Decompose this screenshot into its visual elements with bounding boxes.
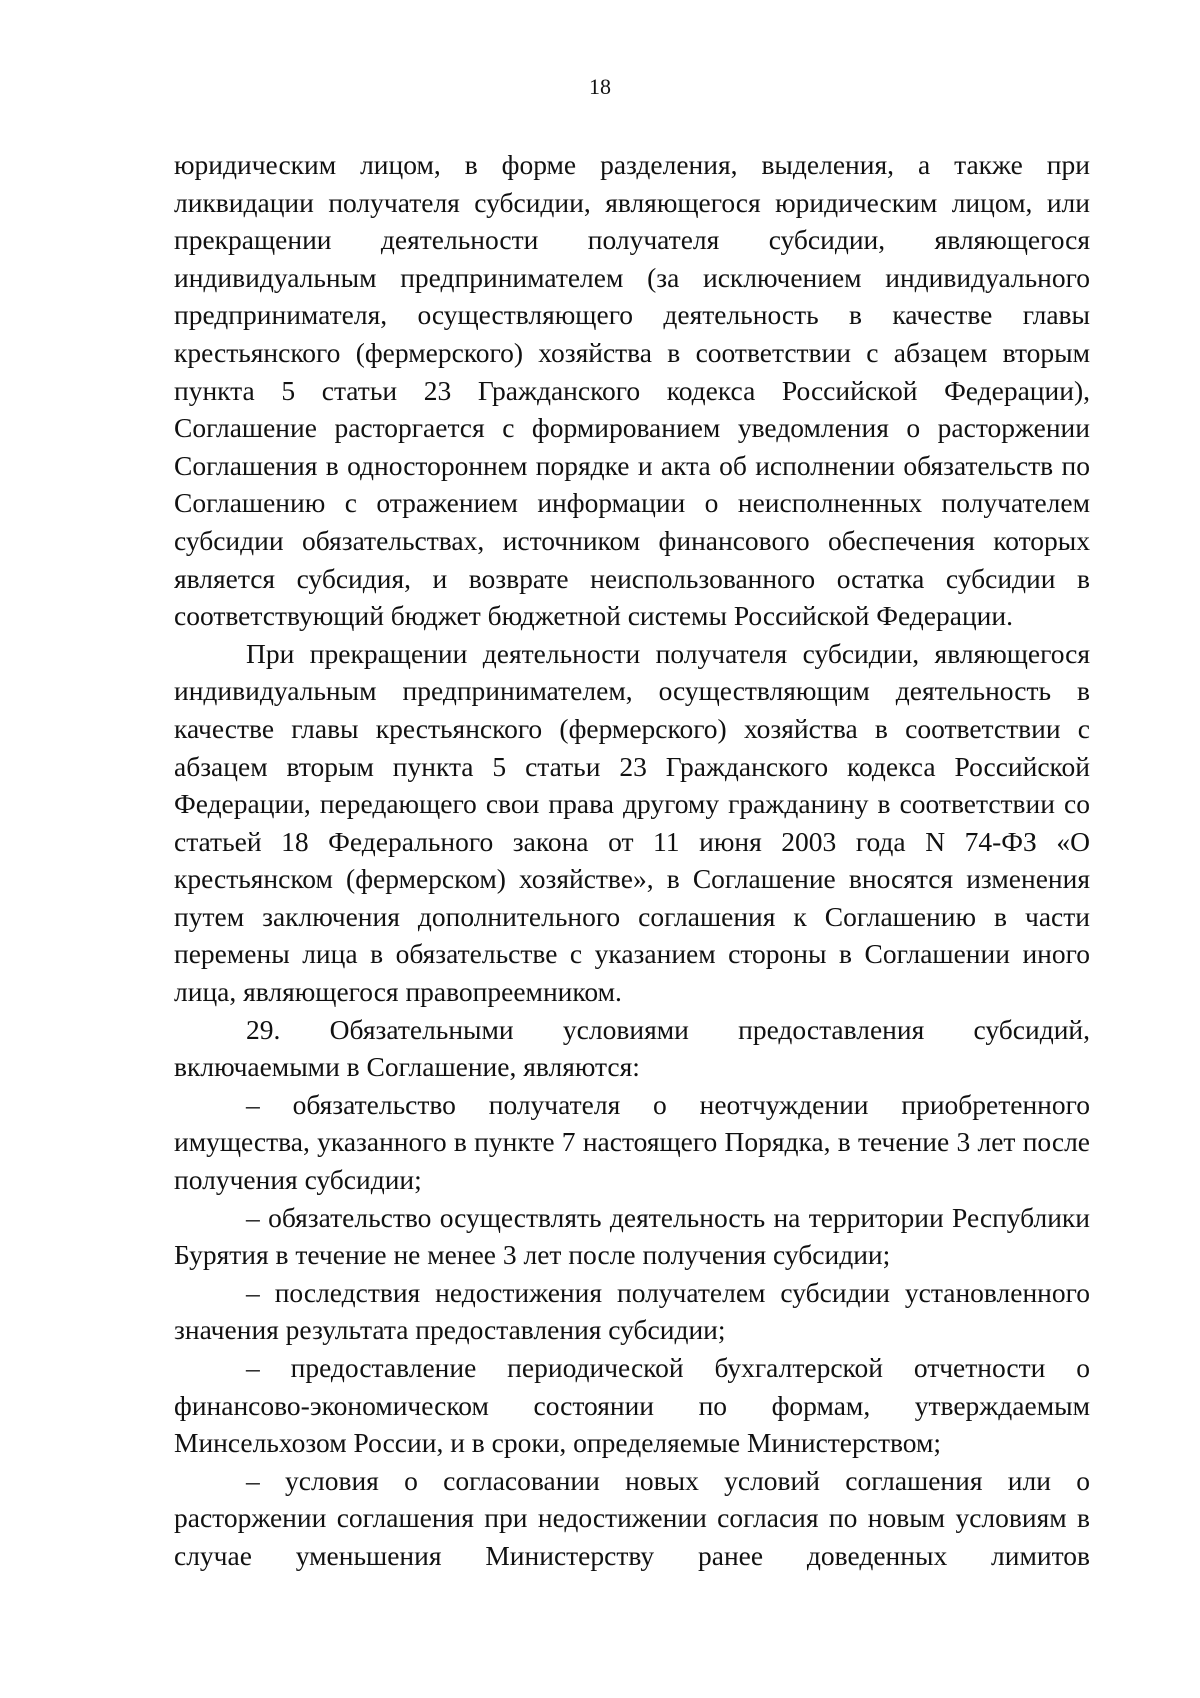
page-number: 18 <box>589 74 611 99</box>
paragraph-cessation: При прекращении деятельности получателя субсидии, являющегося индивидуальным предпринимателем, осуществляющим деятельность в качестве главы крестьянского (фермерского) хозяйства в соответствии с абзацем вторым пункта 5 статьи 23 Гражданского кодекса Российской Федерации, передающего свои права другому гражданину в соответствии со статьей 18 Федерального закона от 11 июня 2003 года N 74-ФЗ «О крестьянском (фермерском) хозяйстве», в Соглашение вносятся изменения путем заключения дополнительного соглашения к Соглашению в части перемены лица в обязательстве с указанием стороны в Соглашении иного лица, являющегося правопреемником. <box>174 637 1090 1008</box>
list-item-consequences: – последствия недостижения получателем субсидии установленного значения результата предоставления субсидии; <box>174 1276 1090 1346</box>
paragraph-continued: юридическим лицом, в форме разделения, выделения, а также при ликвидации получателя субсидии, являющегося юридическим лицом, или прекращении деятельности получателя субсидии, являющегося индивидуальным предпринимателем (за исключением индивидуального предпринимателя, осуществляющего деятельность в качестве главы крестьянского (фермерского) хозяйства в соответствии с абзацем вторым пункта 5 статьи 23 Гражданского кодекса Российской Федерации), Соглашение расторгается с формированием уведомления о расторжении Соглашения в одностороннем порядке и акта об исполнении обязательств по Соглашению с отражением информации о неисполненных получателем субсидии обязательствах, источником финансового обеспечения которых является субсидия, и возврате неиспользованного остатка субсидии в соответствующий бюджет бюджетной системы Российской Федерации. <box>174 149 1090 632</box>
paragraph-clause-29: 29. Обязательными условиями предоставления субсидий, включаемыми в Соглашение, являются: <box>174 1013 1090 1083</box>
document-body <box>174 146 1090 1575</box>
list-item-new-conditions: – условия о согласовании новых условий соглашения или о расторжении соглашения при недостижении согласия по новым условиям в случае уменьшения Министерству ранее доведенных лимитов <box>174 1464 1090 1571</box>
list-item-reporting: – предоставление периодической бухгалтерской отчетности о финансово-экономическом состоянии по формам, утверждаемым Минсельхозом России, и в сроки, определяемые Министерством; <box>174 1352 1090 1459</box>
list-item-property-obligation: – обязательство получателя о неотчуждении приобретенного имущества, указанного в пункте 7 настоящего Порядка, в течение 3 лет после получения субсидии; <box>174 1088 1090 1196</box>
list-item-territory-obligation: – обязательство осуществлять деятельность на территории Республики Бурятия в течение не менее 3 лет после получения субсидии; <box>174 1201 1090 1271</box>
